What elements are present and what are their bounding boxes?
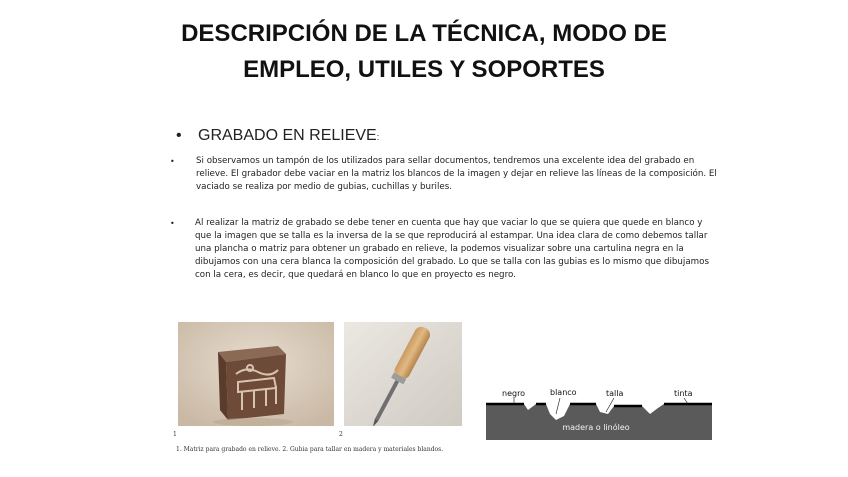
gouge-photo: [344, 322, 462, 426]
paragraph-2-text: Al realizar la matriz de grabado se debe tener en cuenta que hay que vaciar lo que se quiera que quede en blanco y que la imagen que se talla es la inversa de la se que reproducirá al estampar. Una idea clara de como debemos tallar una plancha o matriz para obtener un grabado en relieve, la podemos visualizar sobre una cartulina negra en la dibujamos con una cera blanca la composición del grabado. Lo que se talla con las gubias es lo mismo que dibujamos con la cera, es decir, que quedará en blanco lo que en proyecto es negro.: [195, 218, 709, 281]
figure-2-number: 2: [339, 431, 343, 438]
label-base: madera o linóleo: [562, 423, 630, 432]
title-line-1: DESCRIPCIÓN DE LA TÉCNICA, MODO DE: [181, 20, 667, 47]
relief-diagram: [484, 384, 714, 444]
title-line-2: EMPLEO, UTILES Y SOPORTES: [243, 56, 605, 83]
paragraph-1: [170, 155, 718, 194]
matrix-photo: [178, 322, 334, 426]
label-blanco: blanco: [550, 388, 577, 397]
heading-bullet: •: [176, 127, 182, 144]
heading-text: GRABADO EN RELIEVE: [198, 127, 377, 144]
label-tinta: tinta: [674, 389, 693, 398]
paragraph-1-bullet: •: [170, 157, 175, 166]
label-negro: negro: [502, 389, 526, 398]
heading-colon: :: [376, 132, 380, 142]
figure-caption: 1. Matriz para grabado en relieve. 2. Gubia para tallar en madera y materiales blandos.: [176, 446, 444, 453]
wood-block: [486, 404, 712, 440]
section-heading: [176, 127, 379, 145]
paragraph-2-bullet: •: [170, 219, 175, 228]
paragraph-2: [170, 217, 718, 282]
paragraph-1-text: Si observamos un tampón de los utilizados para sellar documentos, tendremos una excelente idea del grabado en relieve. El grabador debe vaciar en la matriz los blancos de la imagen y dejar en relieve las líneas de la composición. El vaciado se realiza por medio de gubias, cuchillas y buriles.: [196, 156, 717, 193]
figure-1-number: 1: [173, 431, 177, 438]
label-talla: talla: [606, 389, 624, 398]
slide-title: [60, 16, 788, 88]
